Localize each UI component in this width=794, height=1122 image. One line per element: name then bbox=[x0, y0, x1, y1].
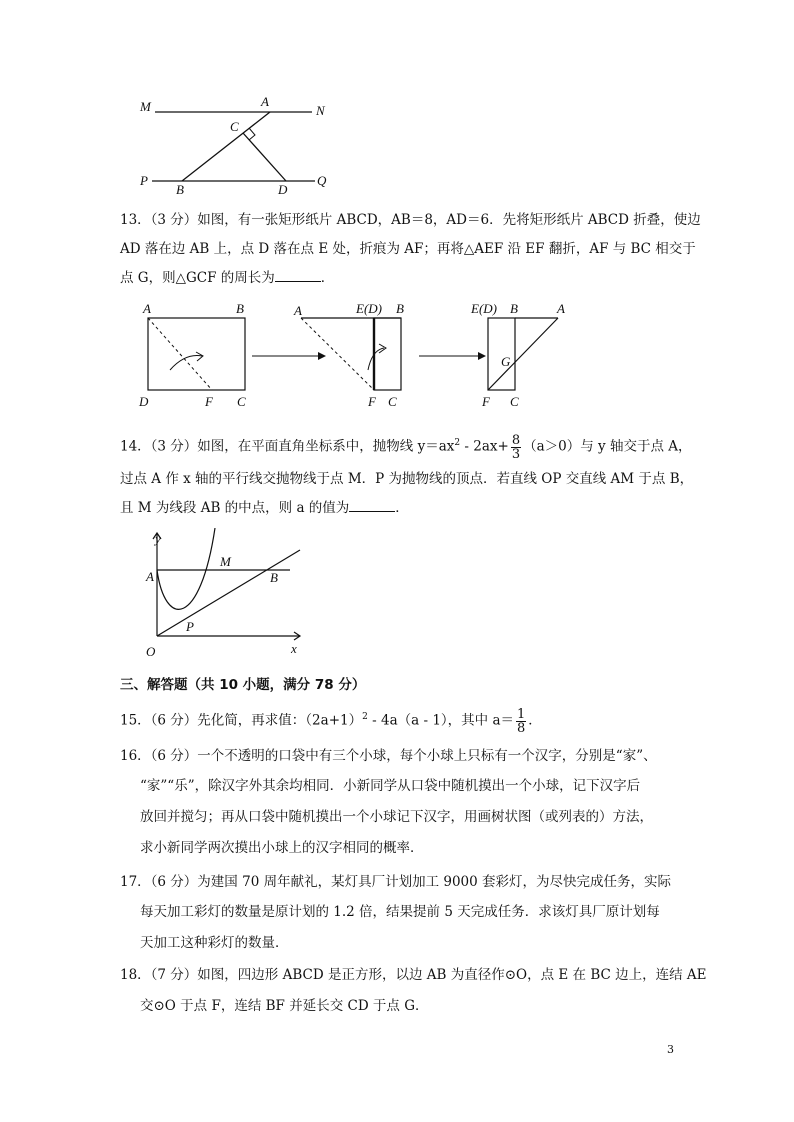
q15-fraction-num: 1 bbox=[517, 706, 526, 722]
fig12-label-P: P bbox=[140, 173, 148, 188]
section-3-heading: 三、解答题（共 10 小题，满分 78 分） bbox=[120, 677, 366, 693]
page-number: 3 bbox=[667, 1043, 674, 1056]
q15-fraction bbox=[516, 708, 526, 735]
q14-line-1-end: （a＞0）与 y 轴交于点 A， bbox=[523, 438, 692, 455]
q15-fraction-den: 8 bbox=[517, 720, 526, 736]
fig13-p3-label-G: G bbox=[501, 354, 511, 369]
q14-exponent: 2 bbox=[454, 438, 461, 448]
q14-line-2: 过点 A 作 x 轴的平行线交抛物线于点 M．P 为抛物线的顶点．若直线 OP 交直线 AM 于点 B， bbox=[120, 471, 694, 487]
fig12-label-C: C bbox=[230, 119, 239, 134]
q15-line bbox=[120, 703, 542, 736]
fig13-p3-label-C: C bbox=[510, 394, 519, 409]
q14-line-3-end: ． bbox=[395, 500, 409, 516]
q18-line-2: 交⊙O 于点 F，连结 BF 并延长交 CD 于点 G． bbox=[140, 998, 429, 1014]
fig13-p3-label-ED: E(D) bbox=[471, 301, 497, 316]
q13-line-3 bbox=[120, 269, 334, 287]
q14-fraction bbox=[511, 434, 521, 461]
q14-fraction-num: 8 bbox=[511, 432, 521, 448]
fig13-p2-label-C: C bbox=[388, 394, 397, 409]
q16-line-1: 16．（6 分）一个不透明的口袋中有三个小球，每个小球上只标有一个汉字，分别是“家”、 bbox=[120, 748, 657, 764]
q13-line-3-end: ． bbox=[320, 270, 335, 286]
fig14-label-O: O bbox=[146, 644, 156, 659]
fig13-p3-label-B: B bbox=[510, 301, 518, 316]
figure-parabola bbox=[140, 528, 310, 663]
fig13-p1-label-F: F bbox=[205, 394, 213, 409]
q17-line-1: 17．（6 分）为建国 70 周年献礼，某灯具厂计划加工 9000 套彩灯，为尽快完成任务，实际 bbox=[120, 874, 672, 890]
q14-line-3 bbox=[120, 499, 409, 517]
q15-text-c: ． bbox=[528, 712, 542, 729]
q14-fraction-den: 3 bbox=[511, 446, 521, 462]
fig13-p2-label-F: F bbox=[368, 394, 376, 409]
fig12-label-D: D bbox=[278, 182, 288, 195]
fig13-p3-label-F: F bbox=[482, 394, 490, 409]
fig14-label-P: P bbox=[186, 619, 194, 634]
fig12-label-M: M bbox=[140, 99, 151, 114]
q13-line-3-text: 点 G，则△GCF 的周长为 bbox=[120, 270, 275, 286]
figure-parallel-lines bbox=[130, 95, 350, 195]
fig13-p2-label-B: B bbox=[396, 301, 404, 316]
q14-line-1-mid: - 2ax+ bbox=[460, 438, 509, 455]
fig12-label-N: N bbox=[316, 103, 325, 118]
q13-answer-blank bbox=[275, 269, 321, 282]
q14-answer-blank bbox=[349, 499, 395, 512]
fig13-p1-label-A: A bbox=[143, 301, 151, 316]
fig14-label-M: M bbox=[220, 554, 231, 569]
fig14-label-y: y bbox=[155, 531, 161, 546]
fig13-p1-label-B: B bbox=[236, 301, 244, 316]
fig13-p2-label-ED: E(D) bbox=[356, 301, 382, 316]
q17-line-3: 天加工这种彩灯的数量． bbox=[140, 935, 289, 951]
q14-line-1 bbox=[120, 429, 692, 462]
q13-line-1: 13．（3 分）如图，有一张矩形纸片 ABCD，AB＝8，AD＝6．先将矩形纸片 ABCD 折叠，使边 bbox=[120, 212, 701, 228]
figure-folding-rectangle bbox=[130, 298, 590, 413]
q13-line-2: AD 落在边 AB 上，点 D 落在点 E 处，折痕为 AF；再将△AEF 沿 EF 翻折，AF 与 BC 相交于 bbox=[120, 241, 696, 257]
fig13-p2-label-A: A bbox=[294, 303, 302, 318]
fig14-label-x: x bbox=[291, 641, 297, 656]
q16-line-2: “家”“乐”，除汉字外其余均相同．小新同学从口袋中随机摸出一个小球，记下汉字后 bbox=[140, 778, 641, 794]
q17-line-2: 每天加工彩灯的数量是原计划的 1.2 倍，结果提前 5 天完成任务．求该灯具厂原计划每 bbox=[140, 904, 660, 920]
fig13-p1-label-C: C bbox=[237, 394, 246, 409]
q15-text-a: 15．（6 分）先化简，再求值：（2a+1） bbox=[120, 712, 363, 729]
q16-line-3: 放回并搅匀；再从口袋中随机摸出一个小球记下汉字，用画树状图（或列表的）方法， bbox=[140, 809, 653, 825]
fig12-label-B: B bbox=[176, 182, 184, 195]
q14-line-3-text: 且 M 为线段 AB 的中点，则 a 的值为 bbox=[120, 500, 350, 516]
q18-line-1: 18．（7 分）如图，四边形 ABCD 是正方形，以边 AB 为直径作⊙O，点 E 在 BC 边上，连结 AE bbox=[120, 967, 707, 983]
q15-exponent: 2 bbox=[362, 712, 368, 722]
fig14-label-A: A bbox=[146, 569, 154, 584]
q14-line-1-text: 14．（3 分）如图，在平面直角坐标系中，抛物线 y＝ax bbox=[120, 438, 455, 455]
fig13-p1-label-D: D bbox=[139, 394, 149, 409]
q15-text-b: - 4a（a - 1），其中 a＝ bbox=[367, 712, 514, 729]
fig14-label-B: B bbox=[270, 570, 278, 585]
fig12-label-A: A bbox=[261, 95, 269, 109]
fig13-p3-label-A: A bbox=[557, 301, 565, 316]
q16-line-4: 求小新同学两次摸出小球上的汉字相同的概率． bbox=[140, 840, 424, 856]
fig12-label-Q: Q bbox=[317, 173, 327, 188]
